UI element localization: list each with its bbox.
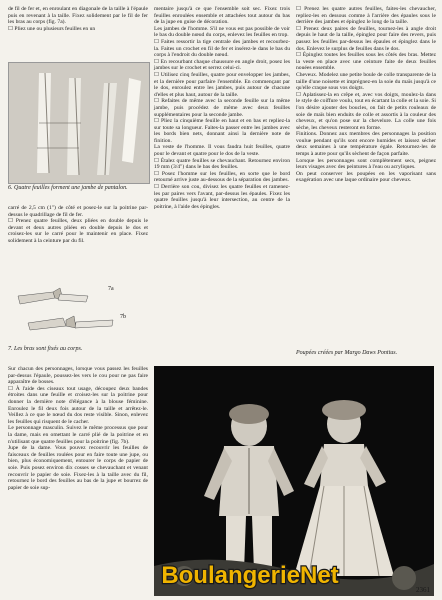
arms-attached-illustration: [8, 278, 148, 338]
column-1-mid-text: [8, 205, 148, 245]
column-3-text: [296, 6, 436, 184]
svg-text:BoulangerieNet: BoulangerieNet: [161, 562, 339, 589]
page-number: 2361: [416, 586, 430, 594]
figure-7-caption: 7. Les bras sont fixés au corps.: [8, 346, 83, 352]
figure-6-caption: 6. Quatre feuilles forment une jambe de pantalon.: [8, 185, 128, 191]
body-paragraph: de fil de fer et, en enroulant en diagonale de la taille à l'épaule puis en revenant à la taille. Fixez solidement par le fil de fer les bras au corps (fig. 7a). ☐ Pliez une ou plusieurs feuilles en un: [8, 6, 148, 32]
figure-7b-label: 7b: [120, 314, 126, 320]
photo-credit: Poupées créées par Margo Daws Pontius.: [296, 350, 398, 356]
body-paragraph: ☐ Prenez les quatre autres feuilles, faites-les chevaucher, repliez-les en dessous comme à l'arrière des épaules sous le derrière des jambes et épinglez le long de la taille. ☐ Prenez deux paires de feuilles, tournez-les à angle droit depuis le haut de la taille, épinglez pour faire des revers, puis passez les feuilles par-dessus les épaules et épinglez dans le dos. Enlevez le surplus de feuilles dans le dos. ☐ Épinglez toutes les feuilles sous les côtés des bras. Mettez la veste en place avec une ceinture faite de deux feuilles nouées ensemble. Cheveux. Modelez une petite boule de colle transparente de la taille d'une noisette et imprégnez-en la soie du maïs jusqu'à ce qu'elle craque sous vos doigts. ☐ Aplatissez-la en crêpe et, avec vos doigts, moulez-la dans le style de coiffure voulu, tout en écartant la colle et la soie. Si l'on désire ajouter des boucles, on fait de petits rouleaux de soie de maïs bien enduits de colle et assortis à la couleur des cheveux, et qu'on pose sur la chevelure. La colle une fois sèche, les cheveux resteront en forme. Finitions. Donnez aux membres des personnages la position voulue pendant qu'ils sont encore humides et laissez sécher deux semaines à une température égale. Retournez-les de temps à autre pour qu'ils sèchent de façon parfaite. Lorsque les personnages sont complètement secs, peignez leurs visages avec des peintures à l'eau ou acryliques. On peut conserver les poupées en les vaporisant sans exagération avec une laque ordinaire pour cheveux.: [296, 6, 436, 184]
body-paragraph: Sur chacun des personnages, lorsque vous passez les feuilles par-dessus l'épaule, poussez-les vers le cou pour ne pas faire apparaître de bosses. ☐ À l'aide des ciseaux tout usage, découpez deux bandes étroites dans une feuille et croisez-les sur la poitrine pour donner la dernière note d'élégance à la blouse féminine. Enroulez le fil deux fois autour de la taille et arrêtez-le. Veillez à ce que le nœud du dos reste visible. Sinon, enlevez les feuilles qui risquent de le cacher. Le personnage masculin. Suivez le même processus que pour la dame, mais en omettant le carré plié de la poitrine et en n'utilisant que quatre feuilles pour la poitrine (fig. 7b). Jupe de la dame. Vous pouvez recouvrir les feuilles de faisceaux de feuilles roulées pour en faire toute une jupe, ou bien, plus économiquement, entourer le corps de papier de soie. Puis posez environ dix cosses se chevauchant et venant recouvrir le papier de soie. Fixez-les à la taille avec du fil, retournez le bord des feuilles au bas de la jupe et bourrez de papier de soie sup-: [8, 366, 148, 491]
leaf-legs-illustration: [9, 63, 149, 183]
boulangerienet-logo: [120, 558, 380, 590]
figure-7a-label: 7a: [108, 286, 114, 292]
body-paragraph: mentaire jusqu'à ce que l'ensemble soit sec. Fixez trois feuilles enroulées ensemble et attachées tout autour du bas de la jupe en guise de décoration. Les jambes de l'homme. S'il ne vous est pas possible de voir le bas du double nœud du corps, enlevez les feuilles en trop. ☐ Faites ressortir la tige centrale des jambes et recourbez-la. Faites un crochet en fil de fer et insérez-le dans le bas du corps à l'endroit du double nœud. ☐ En recourbant chaque chaussure en angle droit, posez les jambes sur le crochet et serrez celui-ci. ☐ Utilisez cinq feuilles, quatre pour envelopper les jambes, et la dernière pour parfaire l'ensemble. En commençant par le dos, enroulez entre les jambes, puis autour de chacune d'elles et plus haut, autour de la taille. ☐ Refaites de même avec la seconde feuille sur la même jambe, puis procédez de même avec deux feuilles supplémentaires pour la seconde jambe. ☐ Pliez la cinquième feuille en haut et en bas et repliez-la sur toute sa longueur. Faites-la passer entre les jambes avec les bords bien nets, donnant ainsi la dernière note de finition. La veste de l'homme. Il vous faudra huit feuilles, quatre pour le devant et quatre pour le dos de la veste. ☐ Étalez quatre feuilles se chevauchant. Retournez environ 19 mm (3/4") dans le bas des feuilles. ☐ Posez l'homme sur les feuilles, en sorte que le bord retourné arrive juste au-dessous de la séparation des jambes. ☐ Derrière son cou, divisez les quatre feuilles et ramenez-les par paires vers l'avant, par-dessus les épaules. Fixez les quatre feuilles jusqu'à leur intersection, au centre de la poitrine, à l'aide des épingles.: [154, 6, 290, 210]
figure-7-image: [8, 278, 148, 338]
column-bottom-text: [8, 366, 148, 491]
column-1-top-text: [8, 6, 148, 32]
figure-6-image: [8, 62, 150, 184]
column-2-text: [154, 6, 290, 210]
body-paragraph: carré de 2,5 cm (1") de côté et posez-le sur la poitrine par-dessus le quadrillage de fil de fer. ☐ Prenez quatre feuilles, deux pliées en double depuis le devant et deux autres pliées en double depuis le dos et croisez-les sur le carré pour le maintenir en place. Fixez solidement à la ceinture par du fil.: [8, 205, 148, 244]
